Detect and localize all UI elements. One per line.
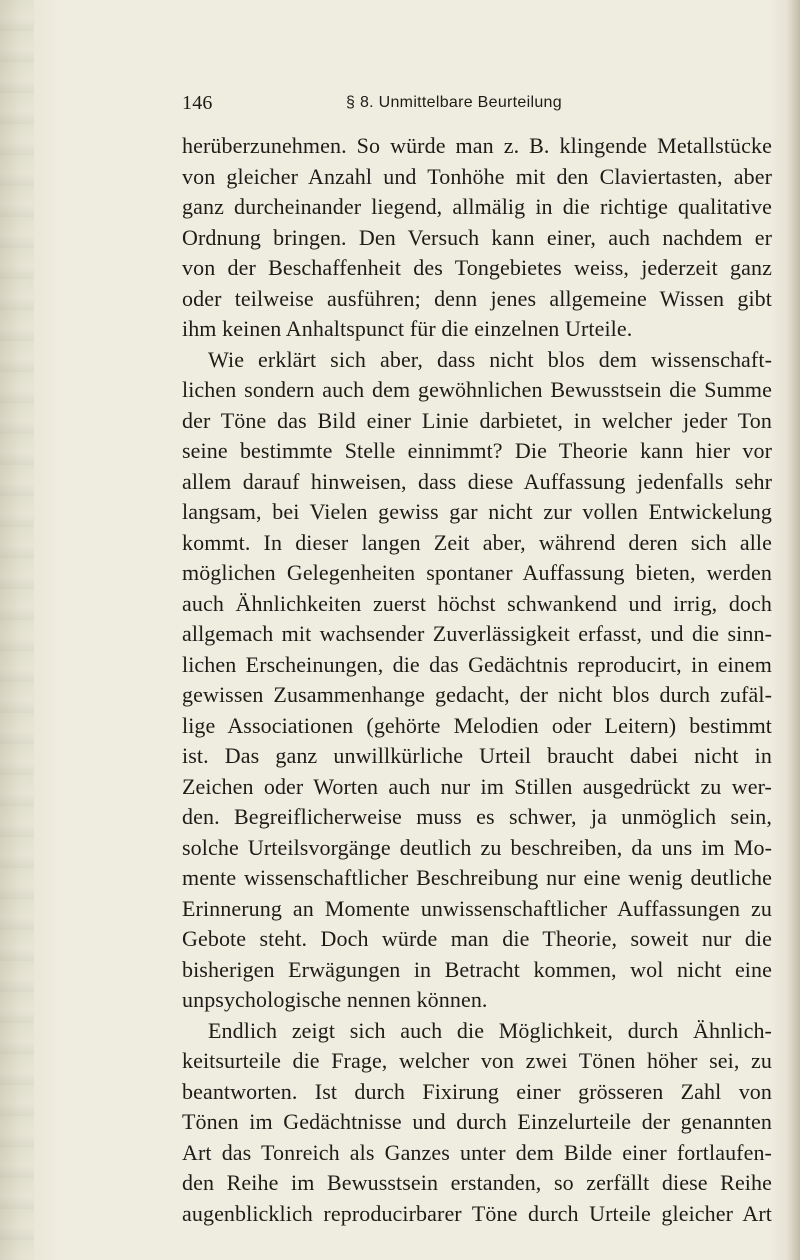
text-line: gewissen Zusammenhange gedacht, der nicht blos durch zufäl- [182, 682, 772, 707]
text-line: bisherigen Erwägungen in Betracht kommen, wol nicht eine [182, 956, 772, 982]
paragraph-start-line: Endlich zeigt sich auch die Möglichkeit, durch Ähnlich- [208, 1017, 772, 1043]
page-left-margin-shadow [0, 0, 34, 1260]
page-header [182, 88, 702, 118]
paragraph-end-line: unpsychologische nennen können. [182, 987, 488, 1012]
text-line: Art das Tonreich als Ganzes unter dem Bilde einer fortlaufen- [182, 1139, 772, 1165]
text-line: keitsurteile die Frage, welcher von zwei Tönen höher sei, zu [182, 1048, 772, 1073]
text-line: Gebote steht. Doch würde man die Theorie, soweit nur die [182, 926, 772, 951]
paragraph-end-line: ihm keinen Anhaltspunct für die einzelnen Urteile. [182, 316, 633, 341]
text-line: ganz durcheinander liegend, allmälig in die richtige qualitative [182, 194, 772, 219]
text-line: allem darauf hinweisen, dass diese Auffassung jedenfalls sehr [182, 468, 772, 494]
text-line: den Reihe im Bewusstsein erstanden, so zerfällt diese Reihe [182, 1170, 772, 1195]
text-line: von der Beschaffenheit des Tongebietes weiss, jederzeit ganz [182, 255, 772, 280]
text-line: solche Urteilsvorgänge deutlich zu beschreiben, da uns im Mo- [182, 834, 772, 860]
text-line: mente wissenschaftlicher Beschreibung nur eine wenig deutliche [182, 865, 772, 890]
text-line: von gleicher Anzahl und Tonhöhe mit den Claviertasten, aber [182, 163, 772, 189]
text-line: kommt. In dieser langen Zeit aber, während deren sich alle [182, 529, 772, 555]
text-line: langsam, bei Vielen gewiss gar nicht zur vollen Entwickelung [182, 499, 772, 524]
running-head: § 8. Unmittelbare Beurteilung [346, 94, 562, 111]
text-line: der Töne das Bild einer Linie darbietet, in welcher jeder Ton [182, 407, 772, 433]
paragraph-start-line: Wie erklärt sich aber, dass nicht blos dem wissenschaft- [208, 346, 772, 372]
text-line: seine bestimmte Stelle einnimmt? Die Theorie kann hier vor [182, 438, 772, 463]
text-line: allgemach mit wachsender Zuverlässigkeit erfasst, und die sinn- [182, 621, 772, 646]
page-right-edge-shadow [786, 0, 800, 1260]
text-line: möglichen Gelegenheiten spontaner Auffassung bieten, werden [182, 560, 772, 585]
text-line: Zeichen oder Worten auch nur im Stillen ausgedrückt zu wer- [182, 773, 772, 799]
text-line: oder teilweise ausführen; denn jenes allgemeine Wissen gibt [182, 285, 772, 311]
text-line: lichen sondern auch dem gewöhnlichen Bewusstsein die Summe [182, 377, 772, 402]
body-text [182, 131, 772, 1229]
text-line: auch Ähnlichkeiten zuerst höchst schwankend und irrig, doch [182, 590, 772, 616]
text-line: den. Begreiflicherweise muss es schwer, ja unmöglich sein, [182, 804, 772, 829]
text-line: ist. Das ganz unwillkürliche Urteil braucht dabei nicht in [182, 743, 772, 768]
text-line: lichen Erscheinungen, die das Gedächtnis reproducirt, in einem [182, 651, 772, 677]
text-line: beantworten. Ist durch Fixirung einer grösseren Zahl von [182, 1078, 772, 1104]
text-line: Tönen im Gedächtnisse und durch Einzelurteile der genannten [182, 1109, 772, 1134]
text-line: lige Associationen (gehörte Melodien oder Leitern) bestimmt [182, 712, 772, 738]
text-line: Ordnung bringen. Den Versuch kann einer, auch nachdem er [182, 224, 772, 250]
text-line: Erinnerung an Momente unwissenschaftlicher Auffassungen zu [182, 895, 772, 921]
text-line: augenblicklich reproducirbarer Töne durch Urteile gleicher Art [182, 1200, 772, 1226]
page-number: 146 [182, 92, 213, 114]
text-line: herüberzunehmen. So würde man z. B. klingende Metallstücke [182, 133, 772, 158]
